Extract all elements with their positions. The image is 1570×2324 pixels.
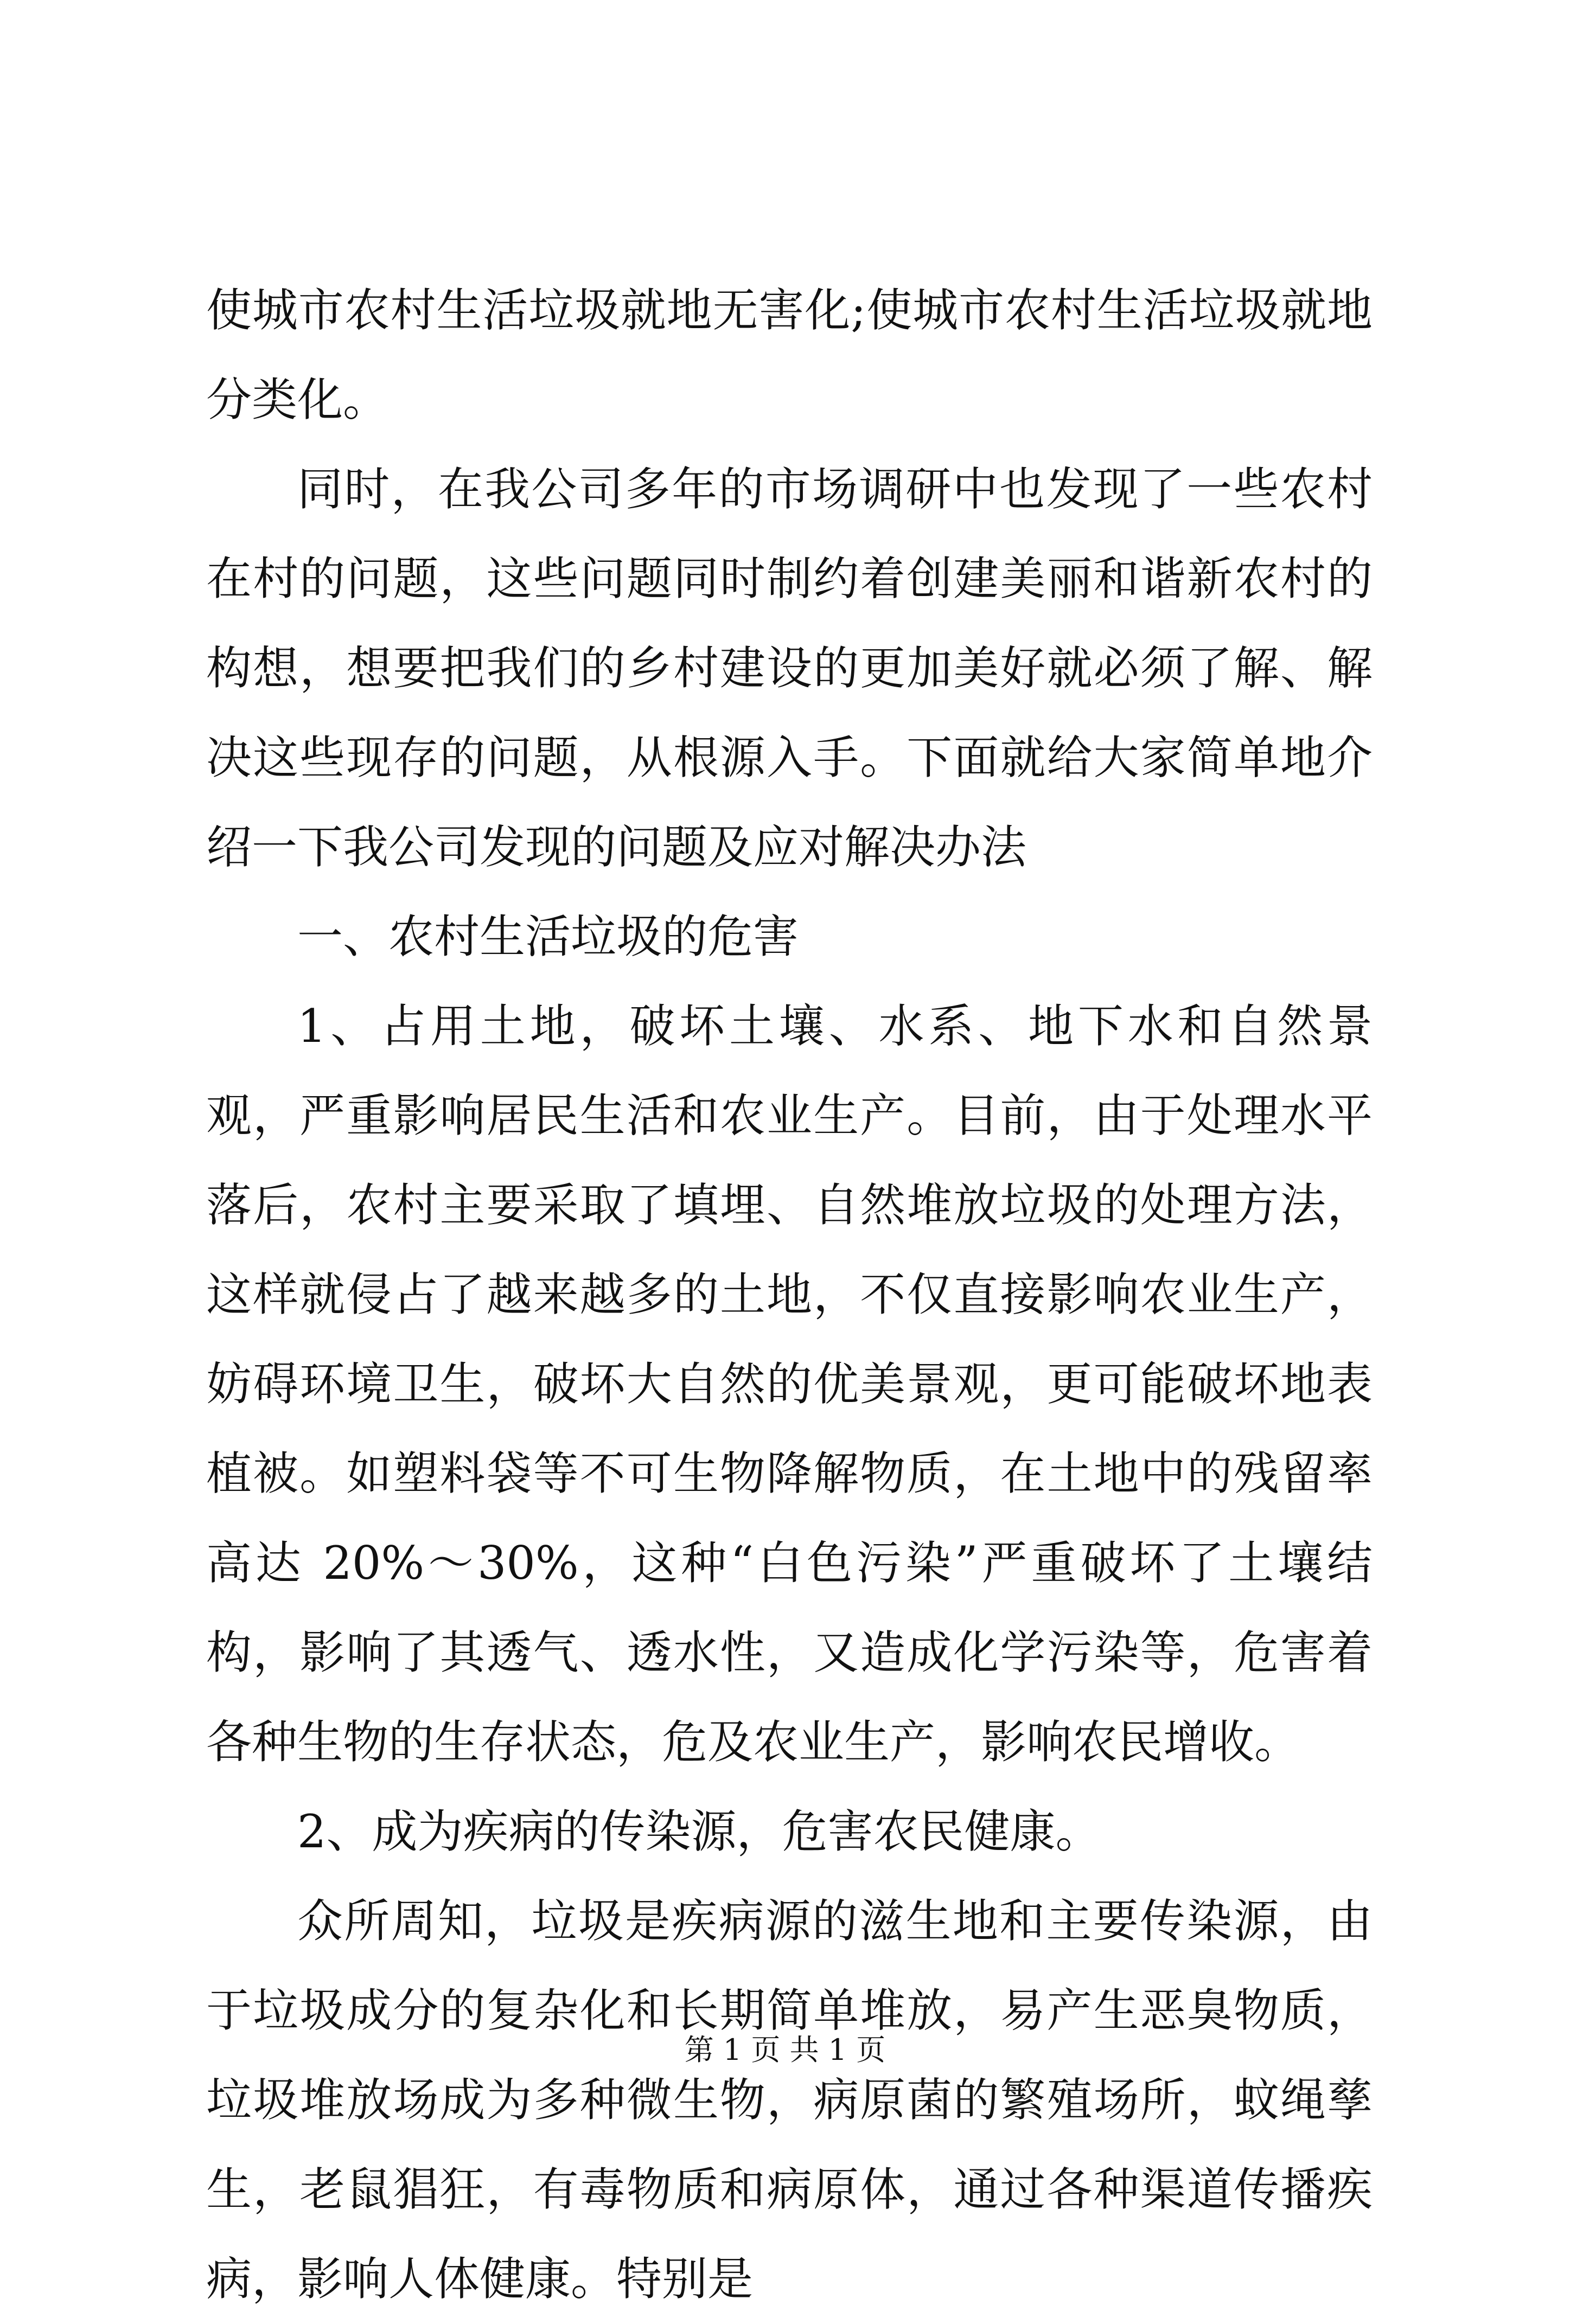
document-body [206, 266, 1373, 2324]
paragraph-2: 同时，在我公司多年的市场调研中也发现了一些农村在村的问题，这些问题同时制约着创建美丽和谐新农村的构想，想要把我们的乡村建设的更加美好就必须了解、解决这些现存的问题，从根源入手。下面就给大家简单地介绍一下我公司发现的问题及应对解决办法 [206, 463, 1373, 874]
subsection-heading: 2、成为疾病的传染源，危害农民健康。 [297, 1805, 1101, 1858]
paragraph-1: 使城市农村生活垃圾就地无害化;使城市农村生活垃圾就地分类化。 [206, 284, 1373, 426]
section-heading: 一、农村生活垃圾的危害 [297, 910, 799, 963]
paragraph-4: 众所周知，垃圾是疾病源的滋生地和主要传染源，由于垃圾成分的复杂化和长期简单堆放，易产生恶臭物质，垃圾堆放场成为多种微生物，病原菌的繁殖场所，蚊绳孳生，老鼠猖狂，有毒物质和病原体，通过各种渠道传播疾病，影响人体健康。特别是 [206, 1894, 1373, 2306]
page-footer: 第 1 页 共 1 页 [684, 2033, 886, 2067]
paragraph-3: 1、占用土地，破坏土壤、水系、地下水和自然景观，严重影响居民生活和农业生产。目前，由于处理水平落后，农村主要采取了填埋、自然堆放垃圾的处理方法，这样就侵占了越来越多的土地，不仅直接影响农业生产，妨碍环境卫生，破坏大自然的优美景观，更可能破坏地表植被。如塑料袋等不可生物降解物质，在土地中的残留率高达 20%～30%，这种“白色污染”严重破坏了土壤结构，影响了其透气、透水性，又造成化学污染等，危害着各种生物的生存状态，危及农业生产，影响农民增收。 [206, 1000, 1373, 1769]
